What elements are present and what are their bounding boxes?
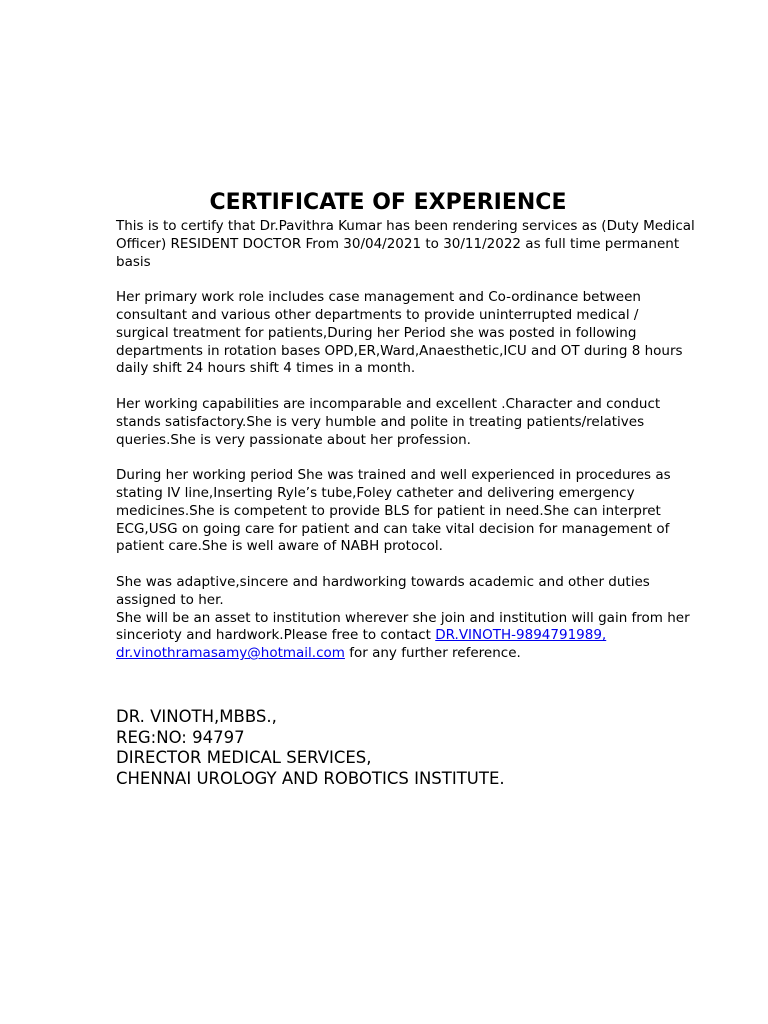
paragraph-capabilities (116, 396, 660, 449)
text-line: She was adaptive,sincere and hardworking towards academic and other duties (116, 573, 650, 590)
certificate-body (116, 190, 695, 663)
text-line: surgical treatment for patients,During her Period she was posted in following (116, 324, 637, 341)
text-line: stands satisfactory.She is very humble and polite in treating patients/relatives (116, 413, 645, 430)
paragraph-certify (116, 218, 695, 271)
paragraph-training (116, 467, 671, 556)
paragraph-work-role (116, 289, 683, 378)
phone-link[interactable]: DR.VINOTH-9894791989, (435, 627, 607, 644)
email-link[interactable]: dr.vinothramasamy@hotmail.com (116, 645, 345, 662)
certificate-title: CERTIFICATE OF EXPERIENCE (209, 190, 567, 215)
text-line (116, 627, 660, 645)
text-line: daily shift 24 hours shift 4 times in a month. (116, 360, 416, 377)
text-line: She will be an asset to institution wherever she join and institution will gain from her (116, 609, 690, 626)
text-line: Her working capabilities are incomparable and excellent .Character and conduct (116, 395, 661, 412)
signature-block (116, 707, 505, 789)
reference-text: for any further reference. (344, 645, 521, 662)
institute-name: CHENNAI UROLOGY AND ROBOTICS INSTITUTE. (116, 768, 505, 788)
text-line: consultant and various other departments to provide uninterrupted medical / (116, 306, 639, 323)
signatory-designation: DIRECTOR MEDICAL SERVICES, (116, 748, 372, 767)
text-line: ECG,USG on going care for patient and can take vital decision for management of (116, 520, 670, 537)
contact-text: sincerioty and hardwork.Please free to contact (116, 627, 436, 644)
text-line (116, 645, 660, 663)
text-line: medicines.She is competent to provide BLS for patient in need.She can interpret (116, 502, 661, 519)
text-line: queries.She is very passionate about her profession. (116, 431, 471, 448)
text-line: Her primary work role includes case management and Co-ordinance between (116, 289, 641, 306)
text-line: During her working period She was trained and well experienced in procedures as (116, 467, 671, 484)
text-line: Officer) RESIDENT DOCTOR From 30/04/2021 to 30/11/2022 as full time permanent (116, 235, 680, 252)
text-line: departments in rotation bases OPD,ER,Ward,Anaesthetic,ICU and OT during 8 hours (116, 342, 683, 359)
paragraph-closing (116, 573, 690, 663)
text-line: This is to certify that Dr.Pavithra Kumar has been rendering services as (Duty Medical (116, 218, 695, 234)
signatory-name: DR. VINOTH,MBBS., (116, 707, 277, 726)
text-line: basis (116, 253, 151, 270)
text-line: stating IV line,Inserting Ryle’s tube,Foley catheter and delivering emergency (116, 484, 635, 501)
text-line: patient care.She is well aware of NABH protocol. (116, 538, 443, 555)
registration-number: REG:NO: 94797 (116, 727, 245, 747)
text-line: assigned to her. (116, 591, 224, 608)
